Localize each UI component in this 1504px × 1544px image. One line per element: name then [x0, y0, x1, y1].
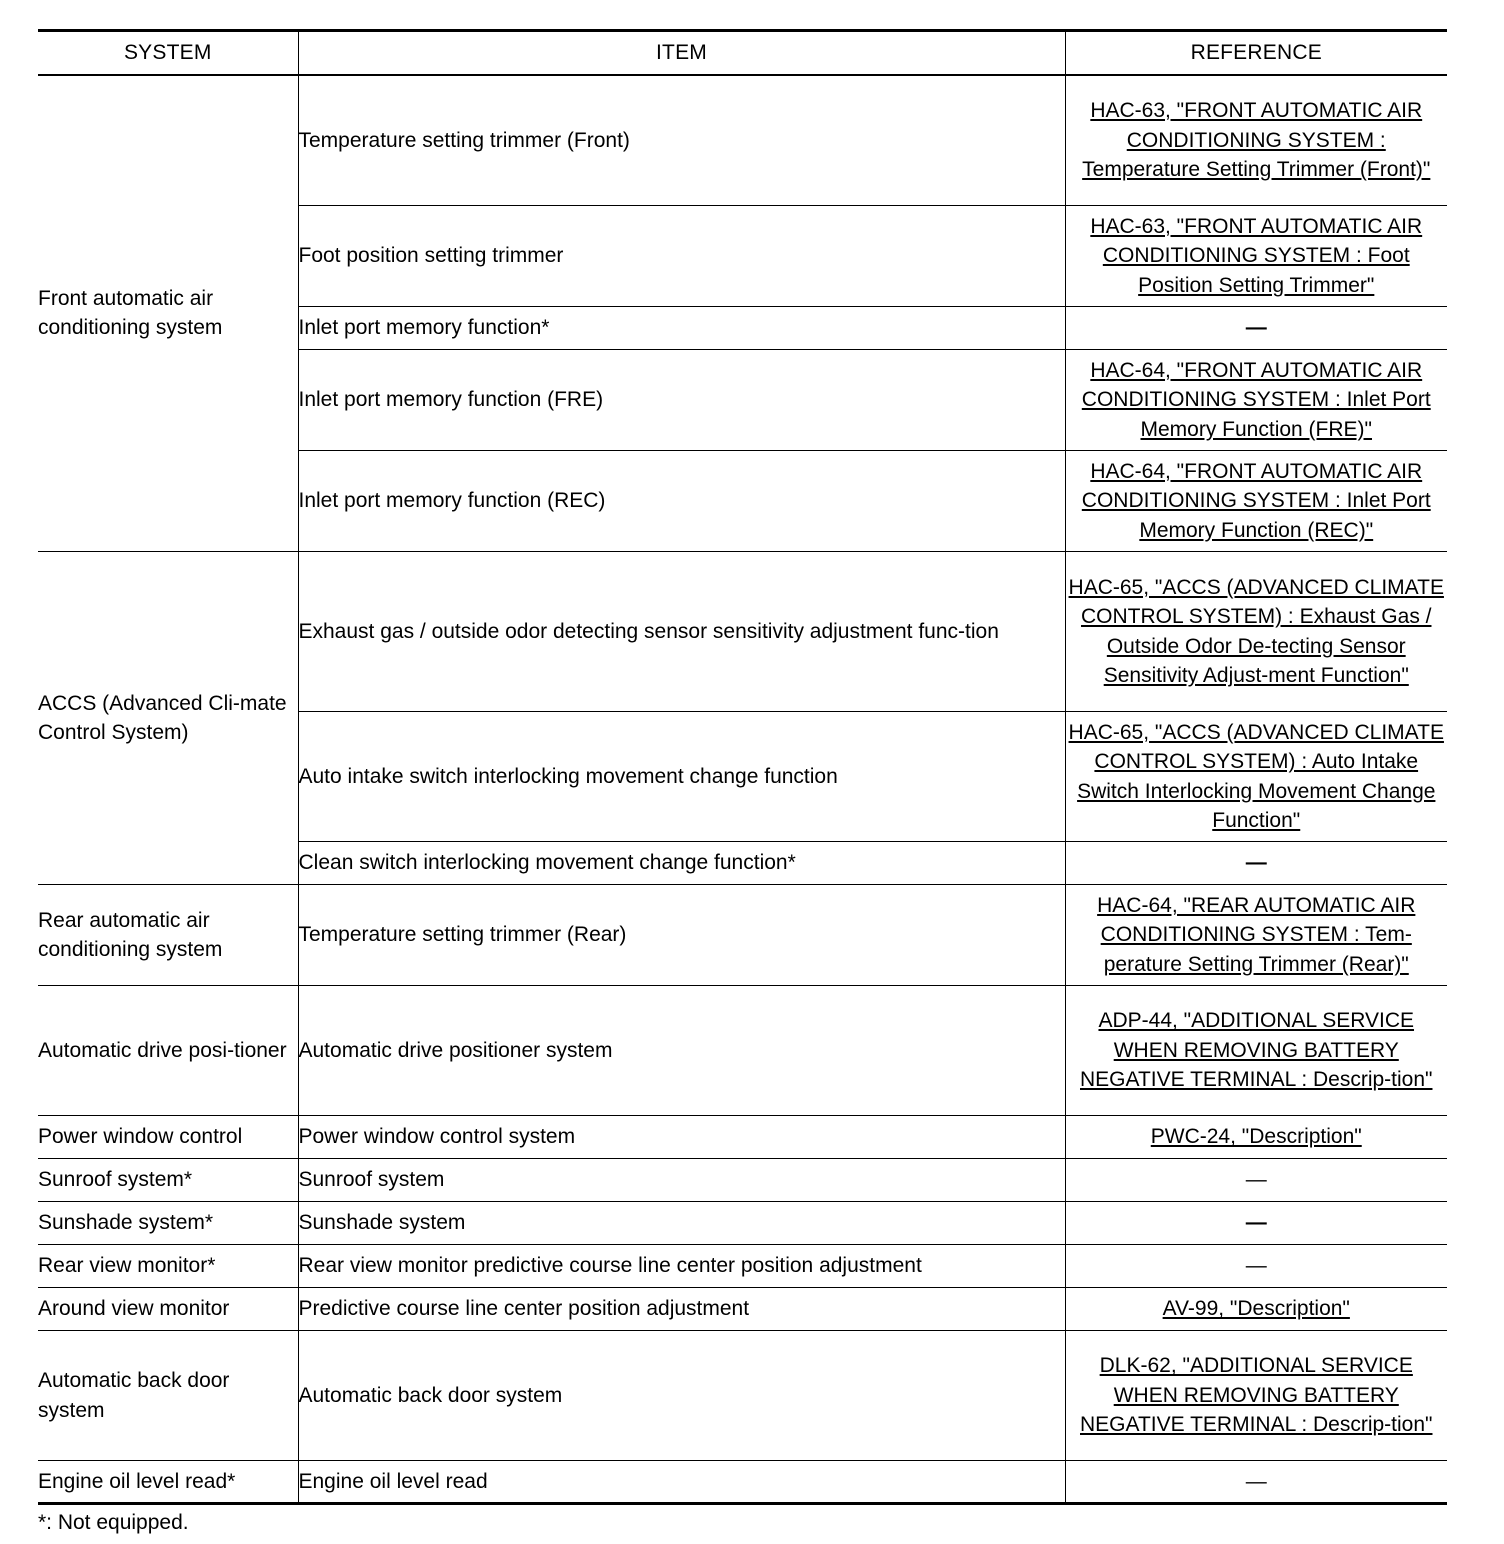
item-cell: Inlet port memory function (FRE): [298, 350, 1065, 451]
system-cell: Sunshade system*: [38, 1202, 298, 1245]
reference-cell: [1065, 1245, 1447, 1288]
item-cell: Automatic drive positioner system: [298, 986, 1065, 1116]
item-cell: Predictive course line center position adjustment: [298, 1288, 1065, 1331]
item-header: ITEM: [298, 31, 1065, 75]
system-header: SYSTEM: [38, 31, 298, 75]
table-row: [38, 1331, 1447, 1461]
item-cell: Temperature setting trimmer (Rear): [298, 885, 1065, 986]
item-cell: Clean switch interlocking movement change function*: [298, 842, 1065, 885]
system-cell: Around view monitor: [38, 1288, 298, 1331]
system-cell: Front automatic air conditioning system: [38, 75, 298, 552]
item-cell: Exhaust gas / outside odor detecting sensor sensitivity adjustment func-tion: [298, 552, 1065, 712]
table-row: [38, 552, 1447, 712]
reference-cell: [1065, 307, 1447, 350]
item-cell: Automatic back door system: [298, 1331, 1065, 1461]
item-cell: Engine oil level read: [298, 1461, 1065, 1504]
reference-cell: [1065, 451, 1447, 552]
reference-cell: [1065, 986, 1447, 1116]
reference-cell: [1065, 1116, 1447, 1159]
reference-link[interactable]: PWC-24, "Description": [1150, 1125, 1362, 1149]
reference-cell: [1065, 1461, 1447, 1504]
reference-link[interactable]: HAC-64, "FRONT AUTOMATIC AIR CONDITIONING SYSTEM : Inlet Port Memory Function (REC)": [1081, 459, 1431, 542]
reference-link[interactable]: ADP-44, "ADDITIONAL SERVICE WHEN REMOVING BATTERY NEGATIVE TERMINAL : Descrip-tion": [1080, 1009, 1433, 1092]
table-row: [38, 1202, 1447, 1245]
system-cell: Rear automatic air conditioning system: [38, 885, 298, 986]
item-cell: Foot position setting trimmer: [298, 206, 1065, 307]
item-cell: Inlet port memory function (REC): [298, 451, 1065, 552]
reference-cell: [1065, 1202, 1447, 1245]
reference-cell: [1065, 350, 1447, 451]
table-row: [38, 885, 1447, 986]
reference-cell: [1065, 1288, 1447, 1331]
item-cell: Rear view monitor predictive course line center position adjustment: [298, 1245, 1065, 1288]
reference-link[interactable]: HAC-65, "ACCS (ADVANCED CLIMATE CONTROL SYSTEM) : Auto Intake Switch Interlocking Movement Change Function": [1068, 720, 1444, 832]
item-cell: Power window control system: [298, 1116, 1065, 1159]
empty-reference-dash: —: [1245, 1168, 1267, 1192]
system-cell: Automatic back door system: [38, 1331, 298, 1461]
reference-link[interactable]: HAC-65, "ACCS (ADVANCED CLIMATE CONTROL SYSTEM) : Exhaust Gas / Outside Odor De-tecting Sensor Sensitivity Adjust-ment Function": [1068, 575, 1444, 687]
reference-link[interactable]: HAC-63, "FRONT AUTOMATIC AIR CONDITIONING SYSTEM : Temperature Setting Trimmer (Front)": [1082, 99, 1431, 181]
empty-reference-dash: —: [1245, 1469, 1267, 1493]
item-cell: Sunroof system: [298, 1159, 1065, 1202]
reference-cell: [1065, 842, 1447, 885]
header-row: [38, 31, 1447, 75]
table-row: [38, 1245, 1447, 1288]
reference-cell: [1065, 1331, 1447, 1461]
system-cell: Power window control: [38, 1116, 298, 1159]
item-cell: Inlet port memory function*: [298, 307, 1065, 350]
system-cell: Engine oil level read*: [38, 1461, 298, 1504]
footnote: *: Not equipped.: [38, 1511, 189, 1534]
reference-table: [38, 29, 1447, 1505]
empty-reference-dash: —: [1245, 316, 1267, 340]
system-cell: ACCS (Advanced Cli-mate Control System): [38, 552, 298, 885]
reference-cell: [1065, 75, 1447, 206]
table-row: [38, 986, 1447, 1116]
reference-link[interactable]: HAC-64, "REAR AUTOMATIC AIR CONDITIONING SYSTEM : Tem-perature Setting Trimmer (Rear)": [1097, 893, 1416, 976]
reference-link[interactable]: DLK-62, "ADDITIONAL SERVICE WHEN REMOVING BATTERY NEGATIVE TERMINAL : Descrip-tion": [1080, 1354, 1433, 1437]
empty-reference-dash: —: [1245, 1254, 1267, 1278]
reference-link[interactable]: HAC-63, "FRONT AUTOMATIC AIR CONDITIONING SYSTEM : Foot Position Setting Trimmer": [1090, 214, 1423, 297]
reference-cell: [1065, 712, 1447, 842]
table-row: [38, 1159, 1447, 1202]
item-cell: Temperature setting trimmer (Front): [298, 75, 1065, 206]
system-cell: Automatic drive posi-tioner: [38, 986, 298, 1116]
empty-reference-dash: —: [1245, 851, 1267, 875]
reference-cell: [1065, 885, 1447, 986]
reference-link[interactable]: HAC-64, "FRONT AUTOMATIC AIR CONDITIONING SYSTEM : Inlet Port Memory Function (FRE)": [1081, 358, 1431, 441]
reference-cell: [1065, 552, 1447, 712]
reference-cell: [1065, 206, 1447, 307]
reference-link[interactable]: AV-99, "Description": [1162, 1297, 1350, 1321]
table-row: [38, 1116, 1447, 1159]
table-row: [38, 1461, 1447, 1504]
empty-reference-dash: —: [1245, 1211, 1267, 1235]
reference-cell: [1065, 1159, 1447, 1202]
item-cell: Auto intake switch interlocking movement change function: [298, 712, 1065, 842]
system-cell: Sunroof system*: [38, 1159, 298, 1202]
system-cell: Rear view monitor*: [38, 1245, 298, 1288]
item-cell: Sunshade system: [298, 1202, 1065, 1245]
table-row: [38, 1288, 1447, 1331]
table-row: [38, 75, 1447, 206]
reference-header: REFERENCE: [1065, 31, 1447, 75]
